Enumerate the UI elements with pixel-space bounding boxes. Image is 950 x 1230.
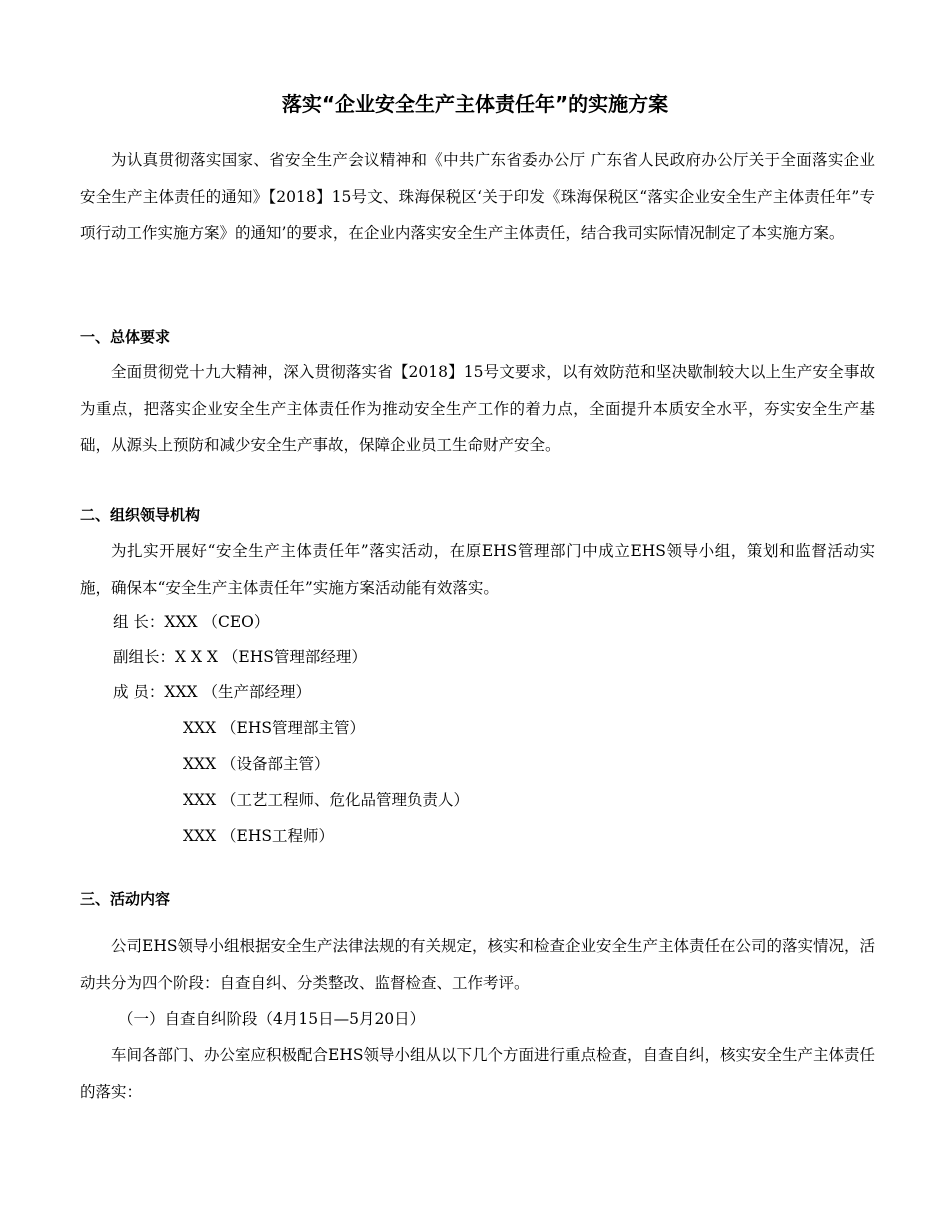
intro-paragraph: 为认真贯彻落实国家、省安全生产会议精神和《中共广东省委办公厅 广东省人民政府办公厅关于全面落实企业安全生产主体责任的通知》【2018】15号文、珠海保税区‘关于印发《珠海保税区“落实企业安全生产主体责任年”专项行动工作实施方案》的通知’的要求，在企业内落实安全生产主体责任，结合我司实际情况制定了本实施方案。: [80, 151, 875, 243]
org-leader: 组 长：XXX （CEO）: [113, 613, 270, 631]
section-paragraph-activities: 公司EHS领导小组根据安全生产法律法规的有关规定，核实和检查企业安全生产主体责任在公司的落实情况，活动共分为四个阶段：自查自纠、分类整改、监督检查、工作考评。: [80, 937, 875, 992]
subsection-paragraph-self-check: 车间各部门、办公室应积极配合EHS领导小组从以下几个方面进行重点检查，自查自纠，核实安全生产主体责任的落实：: [80, 1046, 875, 1101]
org-member: XXX （EHS工程师）: [183, 827, 334, 845]
section-heading-activities: 三、活动内容: [80, 890, 171, 908]
document-title: 落实“企业安全生产主体责任年”的实施方案: [281, 92, 669, 116]
section-paragraph-overall-requirements: 全面贯彻党十九大精神，深入贯彻落实省【2018】15号文要求，以有效防范和坚决歇制较大以上生产安全事故为重点，把落实企业安全生产主体责任作为推动安全生产工作的着力点，全面提升本质安全水平，夯实安全生产基础，从源头上预防和减少安全生产事故，保障企业员工生命财产安全。: [80, 363, 875, 455]
org-member: XXX （工艺工程师、危化品管理负责人）: [183, 791, 470, 809]
org-member: XXX （EHS管理部主管）: [183, 719, 365, 737]
org-member: XXX （设备部主管）: [183, 755, 330, 773]
org-deputy-leader: 副组长：X X X （EHS管理部经理）: [113, 648, 367, 666]
section-heading-organization: 二、组织领导机构: [80, 506, 201, 524]
section-paragraph-organization: 为扎实开展好“安全生产主体责任年”落实活动，在原EHS管理部门中成立EHS领导小组，策划和监督活动实施，确保本“安全生产主体责任年”实施方案活动能有效落实。: [80, 542, 875, 597]
org-member-first: 成 员：XXX （生产部经理）: [113, 683, 311, 701]
section-heading-overall-requirements: 一、总体要求: [80, 328, 171, 346]
subsection-heading-self-check: （一）自查自纠阶段（4月15日—5月20日）: [118, 1010, 426, 1028]
